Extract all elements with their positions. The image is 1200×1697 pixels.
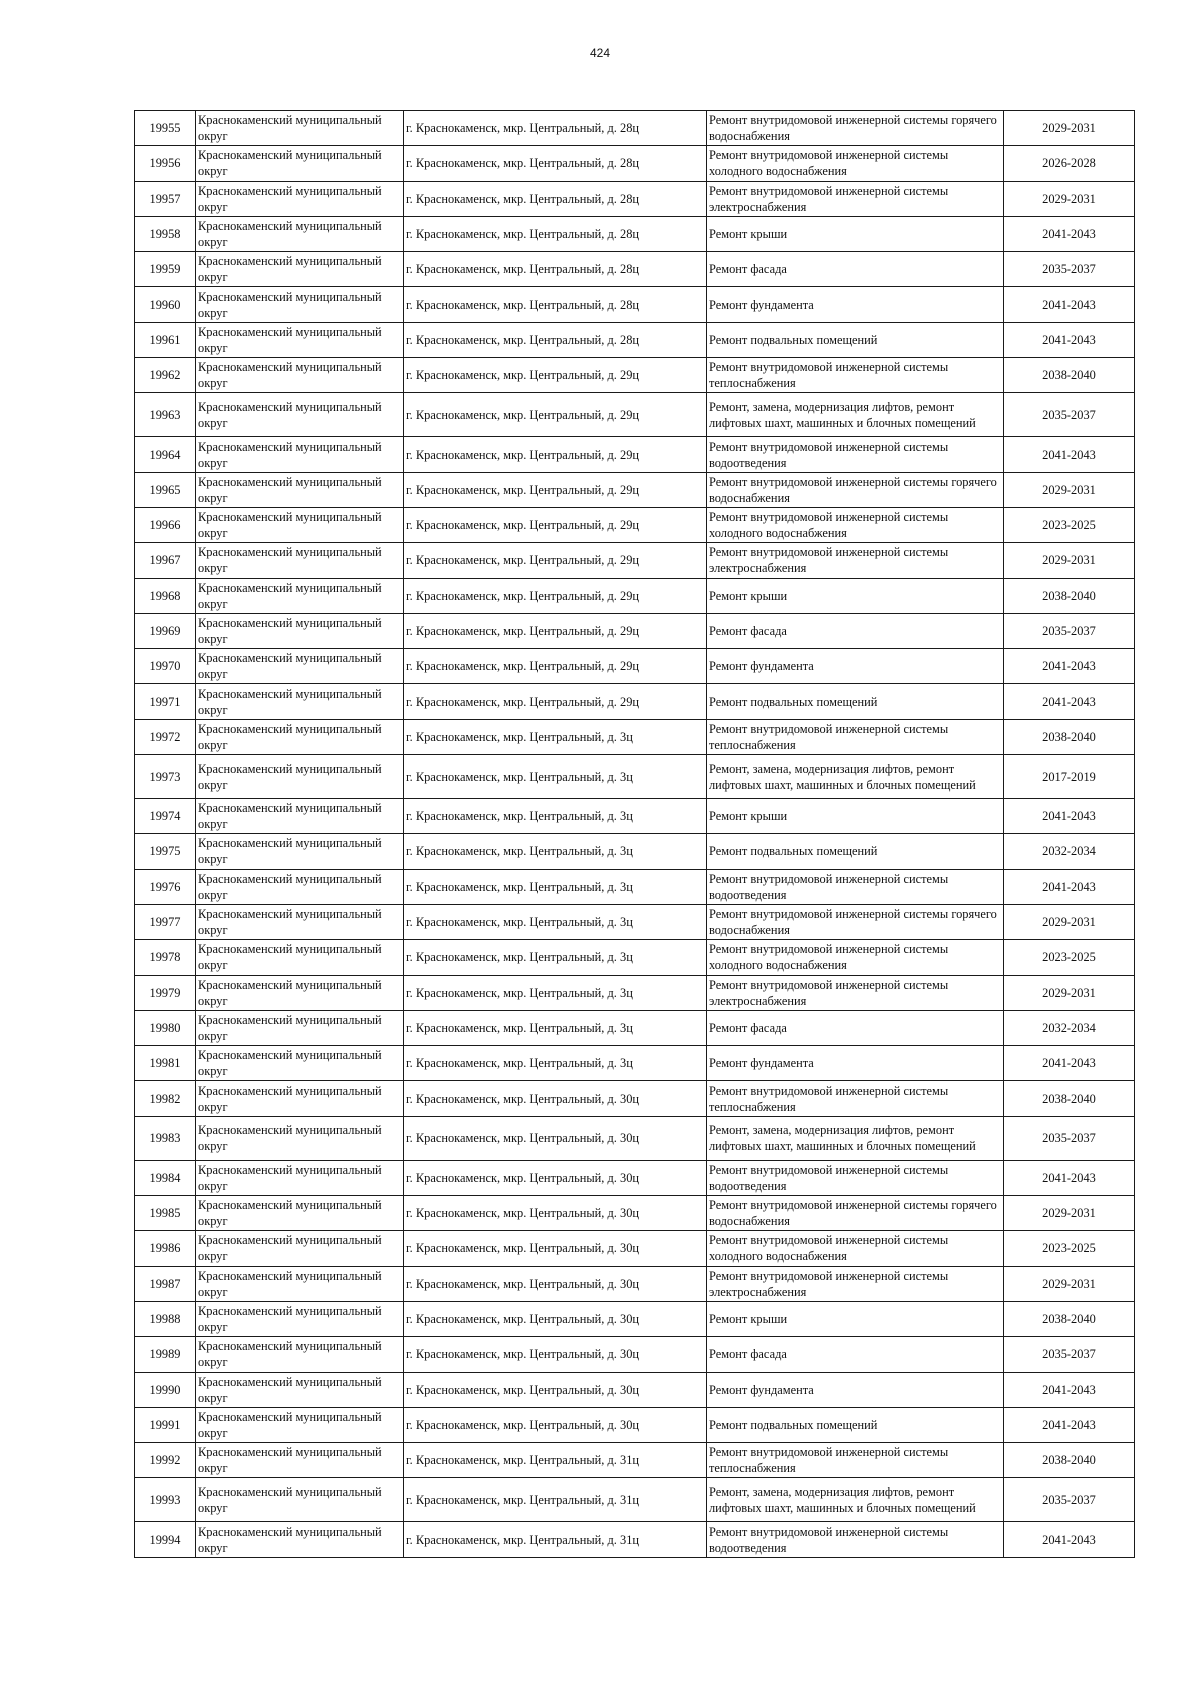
address-cell: г. Краснокаменск, мкр. Центральный, д. 29ц [404, 437, 707, 472]
period-cell: 2035-2037 [1004, 1337, 1135, 1372]
work-type-cell: Ремонт внутридомовой инженерной системы электроснабжения [707, 181, 1004, 216]
municipality-cell: Краснокаменский муниципальный округ [196, 799, 404, 834]
row-number-cell: 19976 [135, 869, 196, 904]
work-type-cell: Ремонт внутридомовой инженерной системы горячего водоснабжения [707, 472, 1004, 507]
table-row [135, 940, 1135, 975]
period-cell: 2041-2043 [1004, 684, 1135, 719]
table-row [135, 1372, 1135, 1407]
table-row [135, 1046, 1135, 1081]
address-cell: г. Краснокаменск, мкр. Центральный, д. 3ц [404, 975, 707, 1010]
row-number-cell: 19963 [135, 393, 196, 437]
work-type-cell: Ремонт внутридомовой инженерной системы электроснабжения [707, 543, 1004, 578]
period-cell: 2032-2034 [1004, 834, 1135, 869]
municipality-cell: Краснокаменский муниципальный округ [196, 755, 404, 799]
address-cell: г. Краснокаменск, мкр. Центральный, д. 30ц [404, 1231, 707, 1266]
municipality-cell: Краснокаменский муниципальный округ [196, 613, 404, 648]
address-cell: г. Краснокаменск, мкр. Центральный, д. 3ц [404, 719, 707, 754]
row-number-cell: 19984 [135, 1160, 196, 1195]
row-number-cell: 19993 [135, 1478, 196, 1522]
row-number-cell: 19965 [135, 472, 196, 507]
work-type-cell: Ремонт фундамента [707, 1046, 1004, 1081]
municipality-cell: Краснокаменский муниципальный округ [196, 111, 404, 146]
period-cell: 2023-2025 [1004, 507, 1135, 542]
work-type-cell: Ремонт фасада [707, 1010, 1004, 1045]
row-number-cell: 19957 [135, 181, 196, 216]
address-cell: г. Краснокаменск, мкр. Центральный, д. 3ц [404, 869, 707, 904]
work-type-cell: Ремонт подвальных помещений [707, 684, 1004, 719]
row-number-cell: 19971 [135, 684, 196, 719]
table-row [135, 1231, 1135, 1266]
work-type-cell: Ремонт внутридомовой инженерной системы горячего водоснабжения [707, 904, 1004, 939]
period-cell: 2038-2040 [1004, 719, 1135, 754]
period-cell: 2029-2031 [1004, 904, 1135, 939]
work-type-cell: Ремонт внутридомовой инженерной системы теплоснабжения [707, 719, 1004, 754]
work-type-cell: Ремонт крыши [707, 1301, 1004, 1336]
row-number-cell: 19959 [135, 252, 196, 287]
work-type-cell: Ремонт, замена, модернизация лифтов, ремонт лифтовых шахт, машинных и блочных помещений [707, 1478, 1004, 1522]
municipality-cell: Краснокаменский муниципальный округ [196, 181, 404, 216]
period-cell: 2035-2037 [1004, 1116, 1135, 1160]
row-number-cell: 19988 [135, 1301, 196, 1336]
address-cell: г. Краснокаменск, мкр. Центральный, д. 28ц [404, 111, 707, 146]
row-number-cell: 19981 [135, 1046, 196, 1081]
period-cell: 2041-2043 [1004, 1372, 1135, 1407]
address-cell: г. Краснокаменск, мкр. Центральный, д. 29ц [404, 472, 707, 507]
municipality-cell: Краснокаменский муниципальный округ [196, 358, 404, 393]
address-cell: г. Краснокаменск, мкр. Центральный, д. 30ц [404, 1337, 707, 1372]
row-number-cell: 19989 [135, 1337, 196, 1372]
table-row [135, 755, 1135, 799]
work-type-cell: Ремонт внутридомовой инженерной системы электроснабжения [707, 975, 1004, 1010]
municipality-cell: Краснокаменский муниципальный округ [196, 146, 404, 181]
row-number-cell: 19977 [135, 904, 196, 939]
period-cell: 2035-2037 [1004, 252, 1135, 287]
address-cell: г. Краснокаменск, мкр. Центральный, д. 3ц [404, 755, 707, 799]
period-cell: 2029-2031 [1004, 111, 1135, 146]
period-cell: 2029-2031 [1004, 1196, 1135, 1231]
row-number-cell: 19986 [135, 1231, 196, 1266]
address-cell: г. Краснокаменск, мкр. Центральный, д. 30ц [404, 1266, 707, 1301]
work-type-cell: Ремонт фасада [707, 252, 1004, 287]
table-row [135, 322, 1135, 357]
municipality-cell: Краснокаменский муниципальный округ [196, 1372, 404, 1407]
municipality-cell: Краснокаменский муниципальный округ [196, 975, 404, 1010]
work-type-cell: Ремонт внутридомовой инженерной системы водоотведения [707, 869, 1004, 904]
municipality-cell: Краснокаменский муниципальный округ [196, 1522, 404, 1557]
table-row [135, 1116, 1135, 1160]
table-row [135, 437, 1135, 472]
address-cell: г. Краснокаменск, мкр. Центральный, д. 28ц [404, 287, 707, 322]
period-cell: 2041-2043 [1004, 1046, 1135, 1081]
address-cell: г. Краснокаменск, мкр. Центральный, д. 3ц [404, 904, 707, 939]
municipality-cell: Краснокаменский муниципальный округ [196, 507, 404, 542]
period-cell: 2017-2019 [1004, 755, 1135, 799]
row-number-cell: 19961 [135, 322, 196, 357]
period-cell: 2029-2031 [1004, 975, 1135, 1010]
work-type-cell: Ремонт внутридомовой инженерной системы холодного водоснабжения [707, 940, 1004, 975]
table-row [135, 1010, 1135, 1045]
municipality-cell: Краснокаменский муниципальный округ [196, 834, 404, 869]
table-row [135, 216, 1135, 251]
period-cell: 2023-2025 [1004, 1231, 1135, 1266]
table-row [135, 578, 1135, 613]
period-cell: 2023-2025 [1004, 940, 1135, 975]
municipality-cell: Краснокаменский муниципальный округ [196, 472, 404, 507]
table-row [135, 507, 1135, 542]
municipality-cell: Краснокаменский муниципальный округ [196, 1266, 404, 1301]
row-number-cell: 19973 [135, 755, 196, 799]
table-row [135, 1478, 1135, 1522]
row-number-cell: 19958 [135, 216, 196, 251]
table-row [135, 904, 1135, 939]
period-cell: 2029-2031 [1004, 181, 1135, 216]
registry-table [134, 110, 1135, 1558]
registry-table-body [135, 111, 1135, 1558]
period-cell: 2041-2043 [1004, 649, 1135, 684]
address-cell: г. Краснокаменск, мкр. Центральный, д. 30ц [404, 1116, 707, 1160]
work-type-cell: Ремонт, замена, модернизация лифтов, ремонт лифтовых шахт, машинных и блочных помещений [707, 1116, 1004, 1160]
municipality-cell: Краснокаменский муниципальный округ [196, 578, 404, 613]
row-number-cell: 19985 [135, 1196, 196, 1231]
page-number: 424 [589, 46, 611, 60]
row-number-cell: 19992 [135, 1443, 196, 1478]
period-cell: 2038-2040 [1004, 358, 1135, 393]
municipality-cell: Краснокаменский муниципальный округ [196, 1478, 404, 1522]
work-type-cell: Ремонт крыши [707, 578, 1004, 613]
row-number-cell: 19987 [135, 1266, 196, 1301]
work-type-cell: Ремонт внутридомовой инженерной системы горячего водоснабжения [707, 1196, 1004, 1231]
work-type-cell: Ремонт внутридомовой инженерной системы теплоснабжения [707, 1443, 1004, 1478]
period-cell: 2041-2043 [1004, 1160, 1135, 1195]
municipality-cell: Краснокаменский муниципальный округ [196, 1407, 404, 1442]
period-cell: 2032-2034 [1004, 1010, 1135, 1045]
municipality-cell: Краснокаменский муниципальный округ [196, 322, 404, 357]
municipality-cell: Краснокаменский муниципальный округ [196, 1010, 404, 1045]
address-cell: г. Краснокаменск, мкр. Центральный, д. 29ц [404, 507, 707, 542]
municipality-cell: Краснокаменский муниципальный округ [196, 684, 404, 719]
period-cell: 2038-2040 [1004, 578, 1135, 613]
address-cell: г. Краснокаменск, мкр. Центральный, д. 29ц [404, 649, 707, 684]
row-number-cell: 19974 [135, 799, 196, 834]
period-cell: 2041-2043 [1004, 869, 1135, 904]
address-cell: г. Краснокаменск, мкр. Центральный, д. 28ц [404, 146, 707, 181]
address-cell: г. Краснокаменск, мкр. Центральный, д. 30ц [404, 1081, 707, 1116]
period-cell: 2029-2031 [1004, 543, 1135, 578]
period-cell: 2038-2040 [1004, 1081, 1135, 1116]
municipality-cell: Краснокаменский муниципальный округ [196, 287, 404, 322]
address-cell: г. Краснокаменск, мкр. Центральный, д. 28ц [404, 181, 707, 216]
row-number-cell: 19979 [135, 975, 196, 1010]
period-cell: 2041-2043 [1004, 287, 1135, 322]
table-row [135, 1160, 1135, 1195]
work-type-cell: Ремонт внутридомовой инженерной системы холодного водоснабжения [707, 146, 1004, 181]
work-type-cell: Ремонт, замена, модернизация лифтов, ремонт лифтовых шахт, машинных и блочных помещений [707, 755, 1004, 799]
work-type-cell: Ремонт фундамента [707, 1372, 1004, 1407]
row-number-cell: 19980 [135, 1010, 196, 1045]
row-number-cell: 19983 [135, 1116, 196, 1160]
period-cell: 2041-2043 [1004, 322, 1135, 357]
table-row [135, 358, 1135, 393]
row-number-cell: 19970 [135, 649, 196, 684]
period-cell: 2041-2043 [1004, 1407, 1135, 1442]
address-cell: г. Краснокаменск, мкр. Центральный, д. 29ц [404, 684, 707, 719]
row-number-cell: 19968 [135, 578, 196, 613]
period-cell: 2038-2040 [1004, 1301, 1135, 1336]
work-type-cell: Ремонт подвальных помещений [707, 834, 1004, 869]
row-number-cell: 19994 [135, 1522, 196, 1557]
period-cell: 2029-2031 [1004, 1266, 1135, 1301]
address-cell: г. Краснокаменск, мкр. Центральный, д. 29ц [404, 393, 707, 437]
work-type-cell: Ремонт крыши [707, 799, 1004, 834]
row-number-cell: 19967 [135, 543, 196, 578]
work-type-cell: Ремонт внутридомовой инженерной системы теплоснабжения [707, 358, 1004, 393]
municipality-cell: Краснокаменский муниципальный округ [196, 719, 404, 754]
table-row [135, 834, 1135, 869]
table-row [135, 181, 1135, 216]
municipality-cell: Краснокаменский муниципальный округ [196, 216, 404, 251]
work-type-cell: Ремонт внутридомовой инженерной системы холодного водоснабжения [707, 1231, 1004, 1266]
municipality-cell: Краснокаменский муниципальный округ [196, 649, 404, 684]
table-row [135, 799, 1135, 834]
table-row [135, 613, 1135, 648]
address-cell: г. Краснокаменск, мкр. Центральный, д. 28ц [404, 252, 707, 287]
address-cell: г. Краснокаменск, мкр. Центральный, д. 28ц [404, 216, 707, 251]
period-cell: 2041-2043 [1004, 437, 1135, 472]
row-number-cell: 19969 [135, 613, 196, 648]
municipality-cell: Краснокаменский муниципальный округ [196, 1301, 404, 1336]
table-row [135, 1337, 1135, 1372]
municipality-cell: Краснокаменский муниципальный округ [196, 1116, 404, 1160]
work-type-cell: Ремонт фундамента [707, 649, 1004, 684]
row-number-cell: 19964 [135, 437, 196, 472]
row-number-cell: 19975 [135, 834, 196, 869]
table-row [135, 1522, 1135, 1557]
municipality-cell: Краснокаменский муниципальный округ [196, 437, 404, 472]
municipality-cell: Краснокаменский муниципальный округ [196, 1231, 404, 1266]
work-type-cell: Ремонт крыши [707, 216, 1004, 251]
work-type-cell: Ремонт внутридомовой инженерной системы водоотведения [707, 1160, 1004, 1195]
table-row [135, 1443, 1135, 1478]
table-row [135, 1407, 1135, 1442]
row-number-cell: 19972 [135, 719, 196, 754]
address-cell: г. Краснокаменск, мкр. Центральный, д. 3ц [404, 1046, 707, 1081]
work-type-cell: Ремонт внутридомовой инженерной системы водоотведения [707, 437, 1004, 472]
address-cell: г. Краснокаменск, мкр. Центральный, д. 30ц [404, 1407, 707, 1442]
table-row [135, 146, 1135, 181]
row-number-cell: 19990 [135, 1372, 196, 1407]
row-number-cell: 19955 [135, 111, 196, 146]
work-type-cell: Ремонт внутридомовой инженерной системы водоотведения [707, 1522, 1004, 1557]
work-type-cell: Ремонт внутридомовой инженерной системы электроснабжения [707, 1266, 1004, 1301]
municipality-cell: Краснокаменский муниципальный округ [196, 1160, 404, 1195]
work-type-cell: Ремонт фундамента [707, 287, 1004, 322]
period-cell: 2026-2028 [1004, 146, 1135, 181]
address-cell: г. Краснокаменск, мкр. Центральный, д. 3ц [404, 1010, 707, 1045]
table-row [135, 252, 1135, 287]
work-type-cell: Ремонт внутридомовой инженерной системы горячего водоснабжения [707, 111, 1004, 146]
municipality-cell: Краснокаменский муниципальный округ [196, 1046, 404, 1081]
table-row [135, 287, 1135, 322]
municipality-cell: Краснокаменский муниципальный округ [196, 940, 404, 975]
municipality-cell: Краснокаменский муниципальный округ [196, 1196, 404, 1231]
table-row [135, 1196, 1135, 1231]
table-row [135, 975, 1135, 1010]
period-cell: 2041-2043 [1004, 216, 1135, 251]
address-cell: г. Краснокаменск, мкр. Центральный, д. 31ц [404, 1478, 707, 1522]
period-cell: 2038-2040 [1004, 1443, 1135, 1478]
address-cell: г. Краснокаменск, мкр. Центральный, д. 3ц [404, 940, 707, 975]
row-number-cell: 19991 [135, 1407, 196, 1442]
municipality-cell: Краснокаменский муниципальный округ [196, 543, 404, 578]
row-number-cell: 19978 [135, 940, 196, 975]
work-type-cell: Ремонт фасада [707, 1337, 1004, 1372]
work-type-cell: Ремонт, замена, модернизация лифтов, ремонт лифтовых шахт, машинных и блочных помещений [707, 393, 1004, 437]
municipality-cell: Краснокаменский муниципальный округ [196, 904, 404, 939]
table-row [135, 1301, 1135, 1336]
row-number-cell: 19982 [135, 1081, 196, 1116]
row-number-cell: 19966 [135, 507, 196, 542]
table-row [135, 393, 1135, 437]
table-row [135, 1266, 1135, 1301]
work-type-cell: Ремонт подвальных помещений [707, 322, 1004, 357]
row-number-cell: 19956 [135, 146, 196, 181]
table-row [135, 472, 1135, 507]
table-row [135, 684, 1135, 719]
address-cell: г. Краснокаменск, мкр. Центральный, д. 30ц [404, 1160, 707, 1195]
municipality-cell: Краснокаменский муниципальный округ [196, 393, 404, 437]
address-cell: г. Краснокаменск, мкр. Центральный, д. 3ц [404, 834, 707, 869]
row-number-cell: 19962 [135, 358, 196, 393]
table-row [135, 543, 1135, 578]
work-type-cell: Ремонт внутридомовой инженерной системы холодного водоснабжения [707, 507, 1004, 542]
address-cell: г. Краснокаменск, мкр. Центральный, д. 31ц [404, 1443, 707, 1478]
period-cell: 2041-2043 [1004, 1522, 1135, 1557]
address-cell: г. Краснокаменск, мкр. Центральный, д. 28ц [404, 322, 707, 357]
address-cell: г. Краснокаменск, мкр. Центральный, д. 30ц [404, 1372, 707, 1407]
address-cell: г. Краснокаменск, мкр. Центральный, д. 30ц [404, 1196, 707, 1231]
address-cell: г. Краснокаменск, мкр. Центральный, д. 29ц [404, 578, 707, 613]
municipality-cell: Краснокаменский муниципальный округ [196, 1337, 404, 1372]
address-cell: г. Краснокаменск, мкр. Центральный, д. 29ц [404, 613, 707, 648]
table-row [135, 869, 1135, 904]
municipality-cell: Краснокаменский муниципальный округ [196, 869, 404, 904]
municipality-cell: Краснокаменский муниципальный округ [196, 252, 404, 287]
work-type-cell: Ремонт подвальных помещений [707, 1407, 1004, 1442]
period-cell: 2035-2037 [1004, 613, 1135, 648]
municipality-cell: Краснокаменский муниципальный округ [196, 1443, 404, 1478]
address-cell: г. Краснокаменск, мкр. Центральный, д. 3ц [404, 799, 707, 834]
period-cell: 2035-2037 [1004, 393, 1135, 437]
table-row [135, 111, 1135, 146]
period-cell: 2035-2037 [1004, 1478, 1135, 1522]
work-type-cell: Ремонт фасада [707, 613, 1004, 648]
row-number-cell: 19960 [135, 287, 196, 322]
address-cell: г. Краснокаменск, мкр. Центральный, д. 31ц [404, 1522, 707, 1557]
table-row [135, 719, 1135, 754]
period-cell: 2041-2043 [1004, 799, 1135, 834]
municipality-cell: Краснокаменский муниципальный округ [196, 1081, 404, 1116]
table-row [135, 1081, 1135, 1116]
address-cell: г. Краснокаменск, мкр. Центральный, д. 30ц [404, 1301, 707, 1336]
period-cell: 2029-2031 [1004, 472, 1135, 507]
address-cell: г. Краснокаменск, мкр. Центральный, д. 29ц [404, 358, 707, 393]
work-type-cell: Ремонт внутридомовой инженерной системы теплоснабжения [707, 1081, 1004, 1116]
address-cell: г. Краснокаменск, мкр. Центральный, д. 29ц [404, 543, 707, 578]
table-row [135, 649, 1135, 684]
